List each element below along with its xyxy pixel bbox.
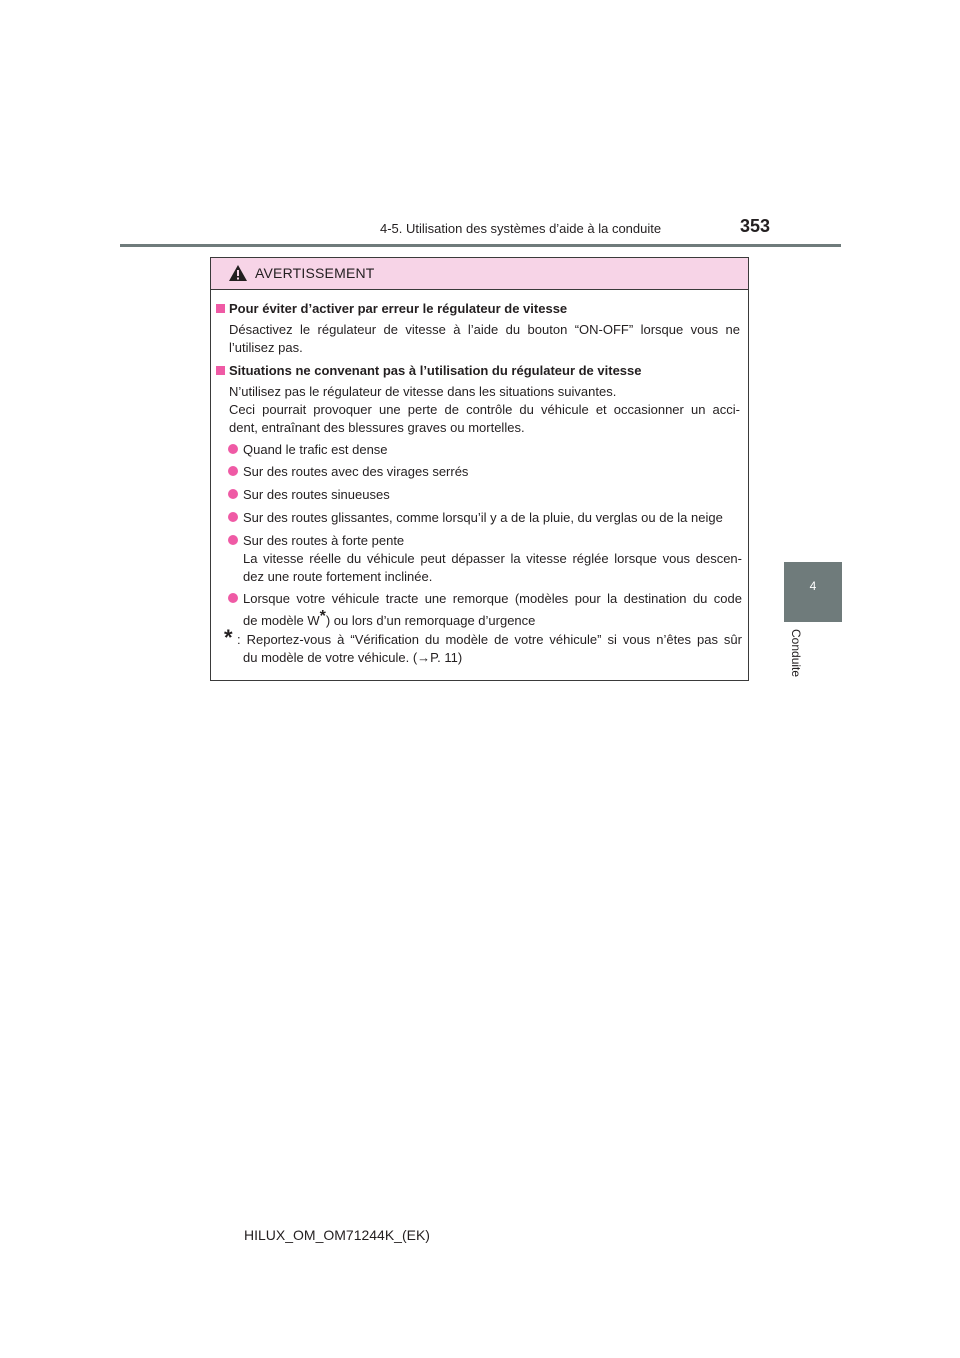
warning-box [210,257,749,681]
bullet-dot-icon [228,535,238,545]
warning-triangle-icon [228,264,248,282]
footnote-line: du modèle de votre véhicule. (→P. 11) [243,650,463,665]
list-item-line [243,608,535,629]
bullet-dot-icon [228,593,238,603]
page-number: 353 [740,216,771,236]
footnote-marker: * [319,608,326,625]
bullet-dot-icon [228,489,238,499]
list-item: Sur des routes à forte pente [243,533,405,548]
list-item: Sur des routes avec des virages serrés [243,464,469,479]
list-item: Sur des routes sinueuses [243,487,390,502]
list-item: Lorsque votre véhicule tracte une remorque (modèles pour la destination du code [243,591,742,606]
bullet-dot-icon [228,512,238,522]
chapter-number: 4 [809,579,817,593]
section-bullet-icon [216,366,225,375]
paragraph-line: Désactivez le régulateur de vitesse à l’aide du bouton “ON-OFF” lorsque vous ne [229,322,740,337]
paragraph-line: Ceci pourrait provoquer une perte de contrôle du véhicule et occasionner un acci- [229,402,740,417]
paragraph-line: N’utilisez pas le régulateur de vitesse dans les situations suivantes. [229,384,617,399]
chapter-label: Conduite [789,629,803,678]
paragraph-line: dent, entraînant des blessures graves ou mortelles. [229,420,525,435]
section-heading: Situations ne convenant pas à l’utilisation du régulateur de vitesse [229,363,642,378]
warning-title: AVERTISSEMENT [255,265,375,281]
paragraph-line: l’utilisez pas. [229,340,303,355]
chapter-tab [784,562,842,622]
warning-header [211,258,748,290]
bullet-dot-icon [228,444,238,454]
bullet-dot-icon [228,466,238,476]
section-heading: Pour éviter d’activer par erreur le régulateur de vitesse [229,301,568,316]
footnote-star-icon: * [224,625,233,650]
section-bullet-icon [216,304,225,313]
footnote-line: : Reportez-vous à “Vérification du modèle de votre véhicule” si vous n’êtes pas sûr [237,632,742,647]
header-divider [120,244,841,247]
list-item: Sur des routes glissantes, comme lorsqu’il y a de la pluie, du verglas ou de la neige [243,510,723,525]
header-section-title: 4-5. Utilisation des systèmes d’aide à la conduite [380,221,662,236]
list-item-line: dez une route fortement inclinée. [243,569,433,584]
list-item-text: ) ou lors d’un remorquage d’urgence [325,613,536,628]
footer-model-code: HILUX_OM_OM71244K_(EK) [244,1227,430,1243]
list-item: Quand le trafic est dense [243,442,388,457]
list-item-line: La vitesse réelle du véhicule peut dépasser la vitesse réglée lorsque vous descen- [243,551,742,566]
list-item-text: de modèle W [243,613,320,628]
